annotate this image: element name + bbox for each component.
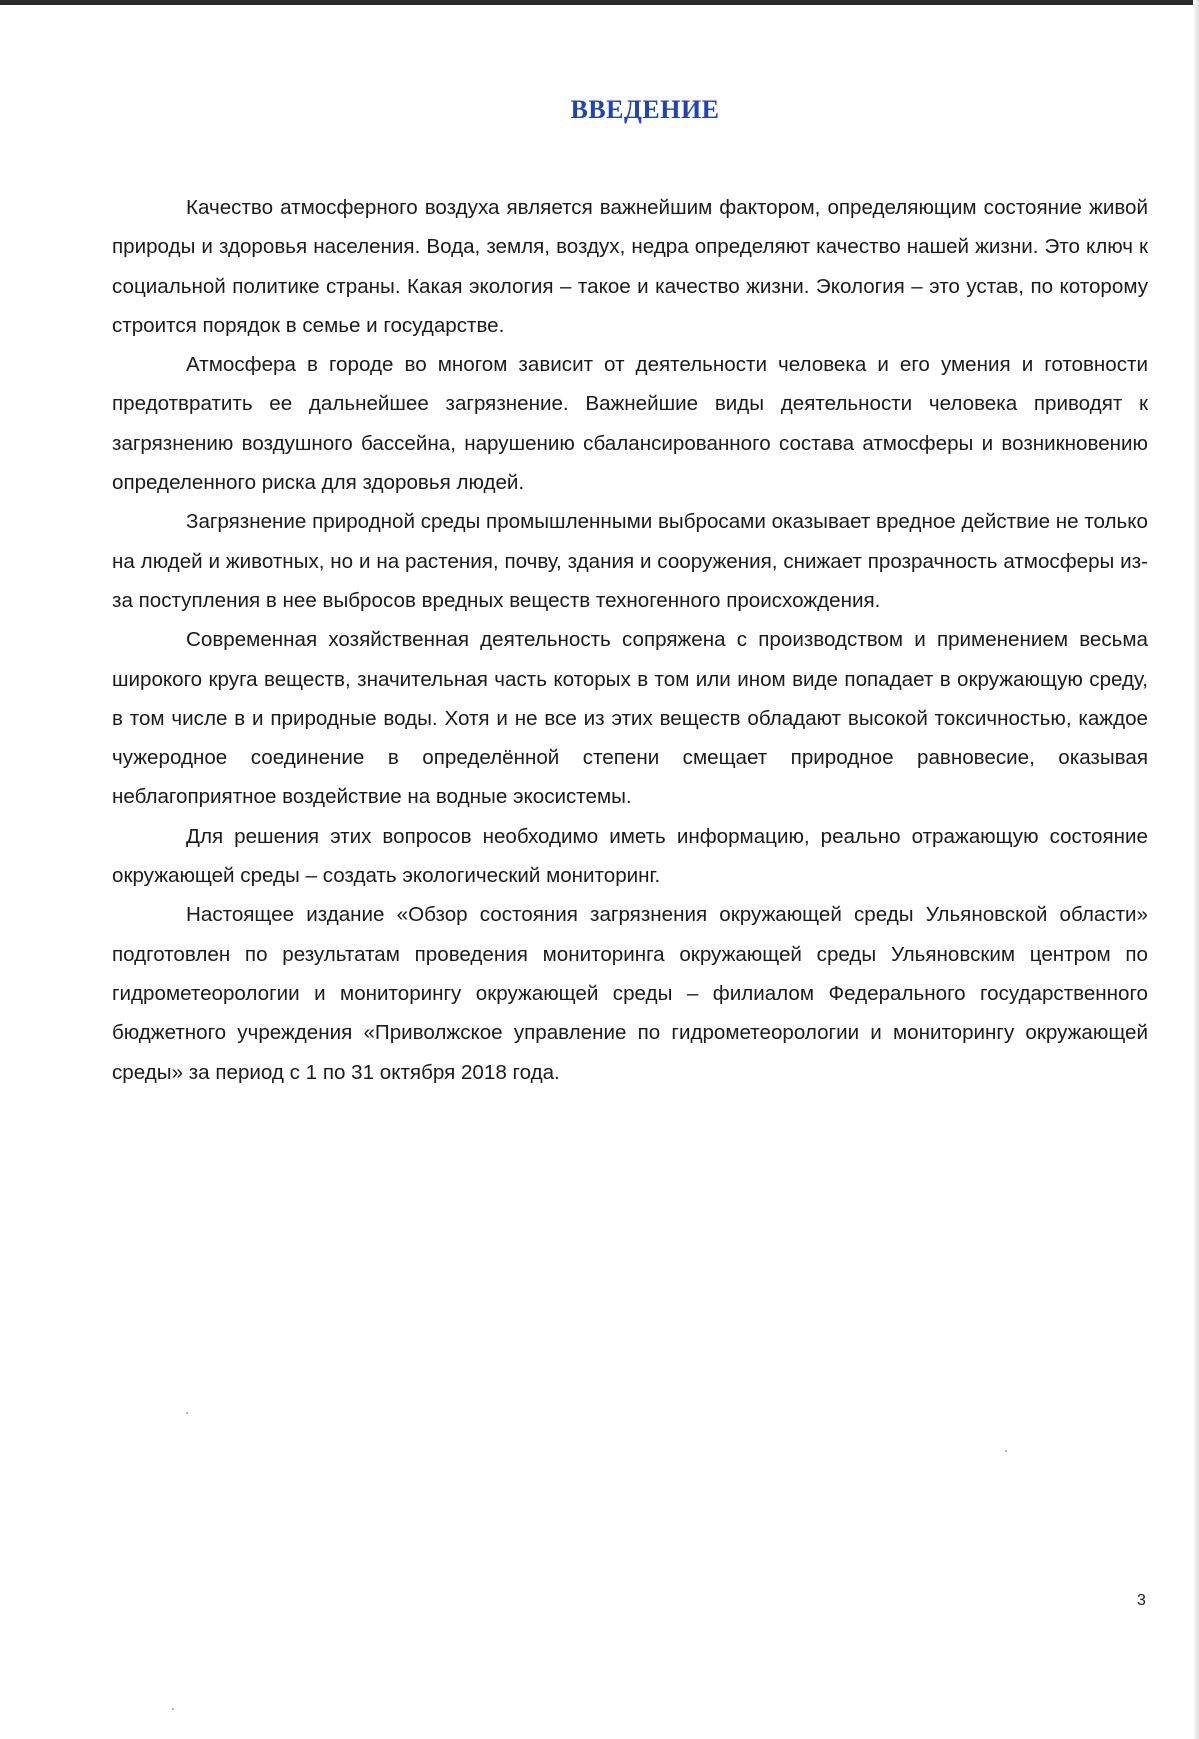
scan-speck (1005, 1450, 1007, 1452)
body-text (112, 188, 1148, 1092)
paragraph-industrial-pollution: Загрязнение природной среды промышленными выбросами оказывает вредное действие не только на людей и животных, но и на растения, почву, здания и сооружения, снижает прозрачность атмосферы из-за поступления в нее выбросов вредных веществ техногенного происхождения. (112, 510, 1148, 612)
scan-edge-right (1193, 0, 1199, 1739)
paragraph-air-quality: Качество атмосферного воздуха является важнейшим фактором, определяющим состояние живой природы и здоровья населения. Вода, земля, воздух, недра определяют качество нашей жизни. Это ключ к социальной политике страны. Какая экология – такое и качество жизни. Экология – это устав, по которому строится порядок в семье и государстве. (112, 196, 1148, 337)
scan-edge-top (0, 0, 1199, 5)
paragraph-publication-info: Настоящее издание «Обзор состояния загрязнения окружающей среды Ульяновской области» подготовлен по результатам проведения мониторинга окружающей среды Ульяновским центром по гидрометеорологии и мониторингу окружающей среды – филиалом Федерального государственного бюджетного учреждения «Приволжское управление по гидрометеорологии и мониторингу окружающей среды» за период с 1 по 31 октября 2018 года. (112, 903, 1148, 1084)
paragraph-city-atmosphere: Атмосфера в городе во многом зависит от деятельности человека и его умения и готовности предотвратить ее дальнейшее загрязнение. Важнейшие виды деятельности человека приводят к загрязнению воздушного бассейна, нарушению сбалансированного состава атмосферы и возникновению определенного риска для здоровья людей. (112, 353, 1148, 495)
paragraph-monitoring-need: Для решения этих вопросов необходимо иметь информацию, реально отражающую состояние окружающей среды – создать экологический мониторинг. (112, 824, 1148, 888)
section-heading: ВВЕДЕНИЕ (570, 95, 720, 124)
scan-speck (172, 1708, 174, 1710)
document-page (112, 80, 1148, 1092)
paragraph-economic-activity: Современная хозяйственная деятельность сопряжена с производством и применением весьма широкого круга веществ, значительная часть которых в том или ином виде попадает в окружающую среду, в том числе в и природные воды. Хотя и не все из этих веществ обладают высокой токсичностью, каждое чужеродное соединение в определённой степени смещает природное равновесие, оказывая неблагоприятное воздействие на водные экосистемы. (112, 628, 1148, 809)
page-number: 3 (1137, 1592, 1146, 1609)
scan-speck (186, 1412, 188, 1414)
